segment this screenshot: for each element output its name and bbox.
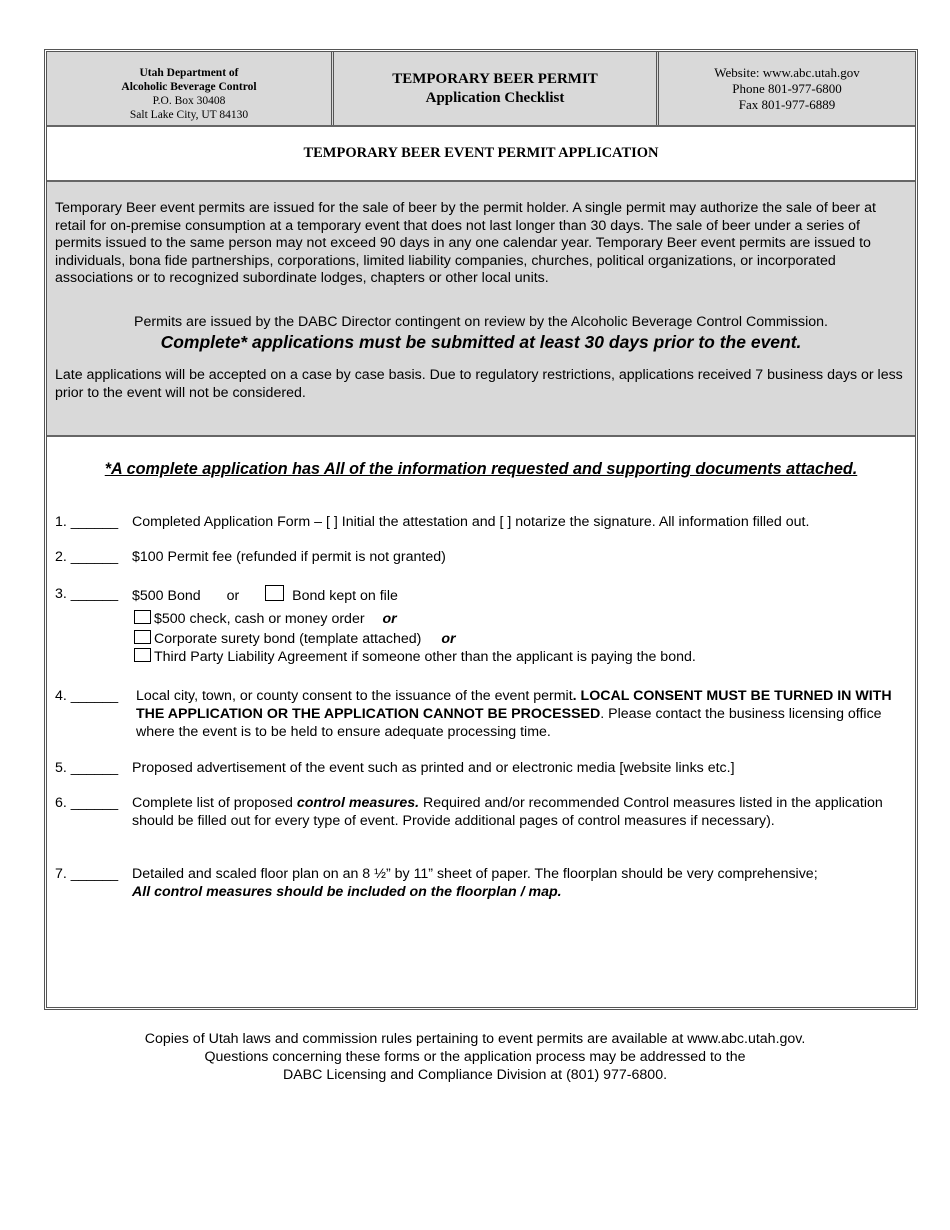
item-text: $100 Permit fee (refunded if permit is not granted) <box>132 549 446 565</box>
director-note: Permits are issued by the DABC Director contingent on review by the Alcoholic Beverage Control Commission. <box>134 313 828 330</box>
consent-text: Local city, town, or county consent to the issuance of the event permit <box>136 688 573 704</box>
checklist-item-3 <box>55 585 907 605</box>
late-applications-note: Late applications will be accepted on a case by case basis. Due to regulatory restrictions, applications received 7 business days or less prior to the event will not be considered. <box>55 367 903 401</box>
item-text <box>132 585 907 605</box>
floor-plan-note: All control measures should be included on the floorplan / map. <box>132 884 562 900</box>
control-text-start: Complete list of proposed <box>132 795 297 811</box>
bond-options <box>134 610 696 666</box>
bond-option-check <box>134 610 696 628</box>
checklist-item-1 <box>55 513 907 531</box>
consent-warning: . LOCAL CONSENT MUST BE TURNED IN WITH THE APPLICATION OR THE APPLICATION CANNOT BE PROCESSED <box>136 688 892 722</box>
surety-bond-checkbox[interactable] <box>134 630 151 644</box>
control-measures-emphasis: control measures. <box>296 795 420 811</box>
item-number: 6. ______ <box>55 795 119 811</box>
floor-plan-text: Detailed and scaled floor plan on an 8 ½” by 11” sheet of paper. The floorplan should be very comprehensive; <box>132 866 818 882</box>
footer <box>0 1030 950 1084</box>
checklist-headline: *A complete application has All of the information requested and supporting documents attached. <box>104 460 858 478</box>
consent-instructions: . Please contact the business licensing office where the event is to be held to ensure adequate processing time. <box>136 706 882 740</box>
deadline-note: Complete* applications must be submitted at least 30 days prior to the event. <box>160 332 802 352</box>
option-label: $500 check, cash or money order <box>154 611 365 627</box>
fax: Fax 801-977-6889 <box>738 96 836 112</box>
section-title: TEMPORARY BEER EVENT PERMIT APPLICATION <box>47 127 915 182</box>
checklist-title: Application Checklist <box>425 89 565 106</box>
form-title <box>331 52 656 125</box>
option-label: Corporate surety bond (template attached) <box>154 631 422 647</box>
third-party-checkbox[interactable] <box>134 648 151 662</box>
bond-label: $500 Bond <box>132 588 201 604</box>
agency-name-line1: Utah Department of <box>139 66 239 79</box>
agency-address <box>47 52 331 125</box>
bond-on-file-label: Bond kept on file <box>292 588 398 604</box>
item-number: 4. ______ <box>55 688 119 704</box>
header-row <box>47 52 915 127</box>
control-text-rest: Required and/or recommended Control measures listed in the application should be filled out for every type of event. Provide additional pages of control measures if necessary). <box>132 795 883 829</box>
checklist-item-2 <box>55 548 907 566</box>
bond-option-surety <box>134 630 696 648</box>
item-text <box>136 687 907 741</box>
bond-option-third-party <box>134 648 696 666</box>
option-label: Third Party Liability Agreement if someone other than the applicant is paying the bond. <box>154 649 696 665</box>
item-number: 3. ______ <box>55 586 119 602</box>
contact-info <box>656 52 915 125</box>
or-word: or <box>441 631 456 647</box>
or-word: or <box>382 611 397 627</box>
phone: Phone 801-977-6800 <box>732 80 842 96</box>
item-text: Proposed advertisement of the event such as printed and or electronic media [website links etc.] <box>132 760 735 776</box>
item-number: 5. ______ <box>55 760 119 776</box>
agency-name-line2: Alcoholic Beverage Control <box>121 80 257 93</box>
or-word: or <box>226 588 240 604</box>
bond-on-file-checkbox[interactable] <box>265 585 284 601</box>
city: Salt Lake City, UT 84130 <box>129 108 249 121</box>
website: Website: www.abc.utah.gov <box>714 64 860 80</box>
intro-section <box>47 182 915 437</box>
permit-title: TEMPORARY BEER PERMIT <box>392 70 598 87</box>
item-text: Completed Application Form – [ ] Initial the attestation and [ ] notarize the signature. All information filled out. <box>132 514 810 530</box>
item-number: 7. ______ <box>55 866 119 882</box>
checklist-item-6 <box>55 794 907 830</box>
item-text <box>132 865 907 901</box>
item-number: 2. ______ <box>55 549 119 565</box>
footer-line-2: Questions concerning these forms or the application process may be addressed to the <box>204 1049 746 1065</box>
checklist-item-5 <box>55 759 907 777</box>
po-box: P.O. Box 30408 <box>152 94 226 107</box>
checklist-item-4 <box>55 687 907 741</box>
check-cash-checkbox[interactable] <box>134 610 151 624</box>
checklist-form <box>44 49 918 1010</box>
item-number: 1. ______ <box>55 514 119 530</box>
footer-line-3: DABC Licensing and Compliance Division at (801) 977-6800. <box>282 1067 668 1083</box>
intro-paragraph: Temporary Beer event permits are issued for the sale of beer by the permit holder. A single permit may authorize the sale of beer at retail for on-premise consumption at a temporary event that does not last longer than 30 days. The sale of beer under a series of permits issued to the same person may not exceed 90 days in any one calendar year. Temporary Beer event permits are issued to individuals, bona fide partnerships, corporations, limited liability companies, churches, political organizations, or incorporated associations or to recognized subordinate lodges, chapters or other local units. <box>55 200 876 286</box>
footer-line-1: Copies of Utah laws and commission rules pertaining to event permits are available at www.abc.utah.gov. <box>144 1031 806 1047</box>
item-text <box>132 794 907 830</box>
checklist-section <box>47 437 915 1007</box>
checklist-item-7 <box>55 865 907 901</box>
